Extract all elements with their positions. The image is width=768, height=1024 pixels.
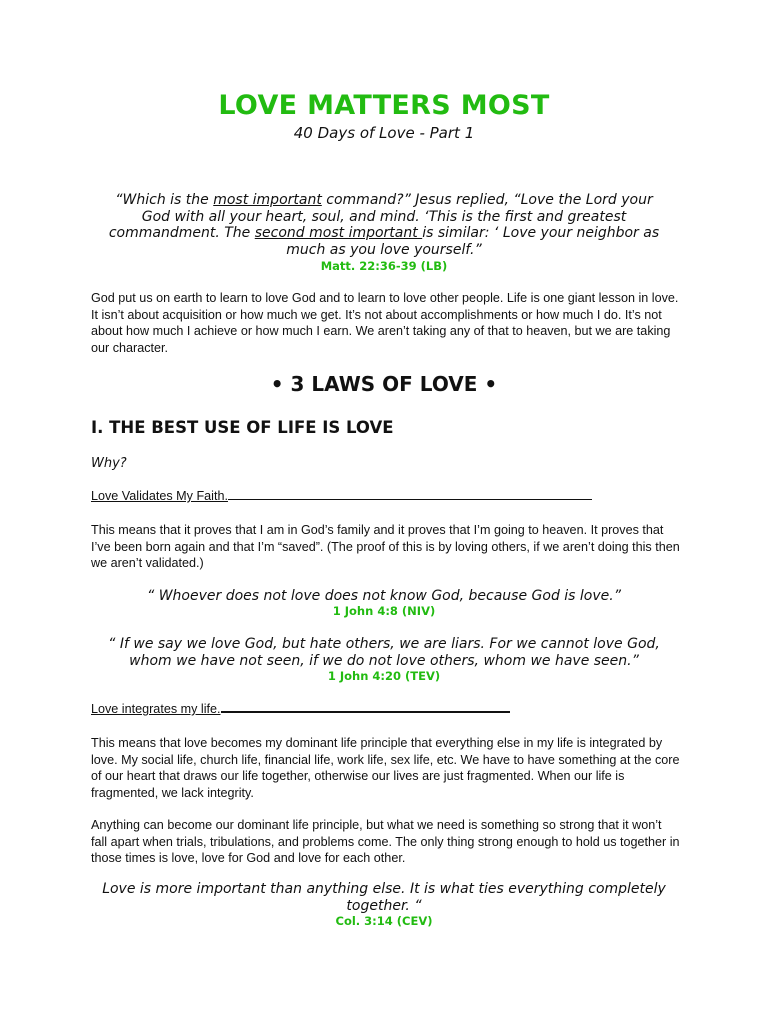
point-1-paragraph: This means that it proves that I am in God’s family and it proves that I’m going to heaven. It proves that I’ve been born again and that I’m “saved”. (The proof of this is by loving others, if we aren’t doing this then we aren’t validated.)	[91, 523, 680, 570]
fill-in-blank-line	[221, 710, 510, 713]
quote-4-reference: Col. 3:14 (CEV)	[335, 914, 433, 928]
intro-quote-text-1: “Which is the	[115, 192, 214, 208]
point-2-paragraph-1: This means that love becomes my dominant life principle that everything else in my life is integrated by love. My social life, church life, financial life, work life, sex life, etc. We have to have something at the core of our heart that draws our life together, otherwise our lives are just fragmented. When our life is fragmented, we lack integrity.	[91, 736, 680, 800]
intro-quote-underline-2: second most important	[254, 225, 423, 241]
quote-3: “ If we say we love God, but hate others, we are liars. For we cannot love God, whom we have not seen, if we do not love others, whom we have seen.”	[108, 636, 660, 669]
page-subtitle: 40 Days of Love - Part 1	[293, 124, 475, 142]
point-2-label: Love integrates my life.	[91, 702, 221, 716]
intro-quote	[100, 192, 668, 258]
section-heading: I. THE BEST USE OF LIFE IS LOVE	[91, 418, 394, 437]
intro-quote-reference: Matt. 22:36-39 (LB)	[320, 259, 448, 273]
quote-2-reference: 1 John 4:8 (NIV)	[332, 604, 436, 618]
point-2-label-line	[91, 702, 510, 716]
quote-3-reference: 1 John 4:20 (TEV)	[327, 669, 441, 683]
point-1-label: Love Validates My Faith.	[91, 489, 228, 503]
intro-quote-text-3: is similar: ‘ Love your neighbor as much as you love yourself.”	[286, 225, 660, 258]
intro-quote-text-2: command?” Jesus replied, “Love the Lord your God with all your heart, soul, and mind. ‘This is the first and greatest commandment. The	[108, 192, 653, 241]
quote-4: Love is more important than anything else. It is what ties everything completely together. “	[102, 881, 666, 914]
why-label: Why?	[91, 456, 127, 471]
fill-in-blank-line	[228, 498, 592, 500]
intro-paragraph: God put us on earth to learn to love God and to learn to love other people. Life is one giant lesson in love. It isn’t about acquisition or how much we get. It’s not about accomplishments or how much I do. It’s not about how much I achieve or how much I earn. We aren’t taking any of that to heaven, but we are taking our character.	[91, 291, 679, 355]
intro-quote-underline-1: most important	[213, 192, 322, 208]
section-title: • 3 LAWS OF LOVE •	[270, 372, 498, 396]
quote-2: “ Whoever does not love does not know God, because God is love.”	[147, 588, 621, 604]
point-1-label-line	[91, 489, 592, 503]
page-title: LOVE MATTERS MOST	[218, 90, 550, 121]
point-2-paragraph-2: Anything can become our dominant life principle, but what we need is something so strong that it won’t fall apart when trials, tribulations, and problems come. The only thing strong enough to hold us together in those times is love, love for God and love for each other.	[91, 818, 680, 865]
